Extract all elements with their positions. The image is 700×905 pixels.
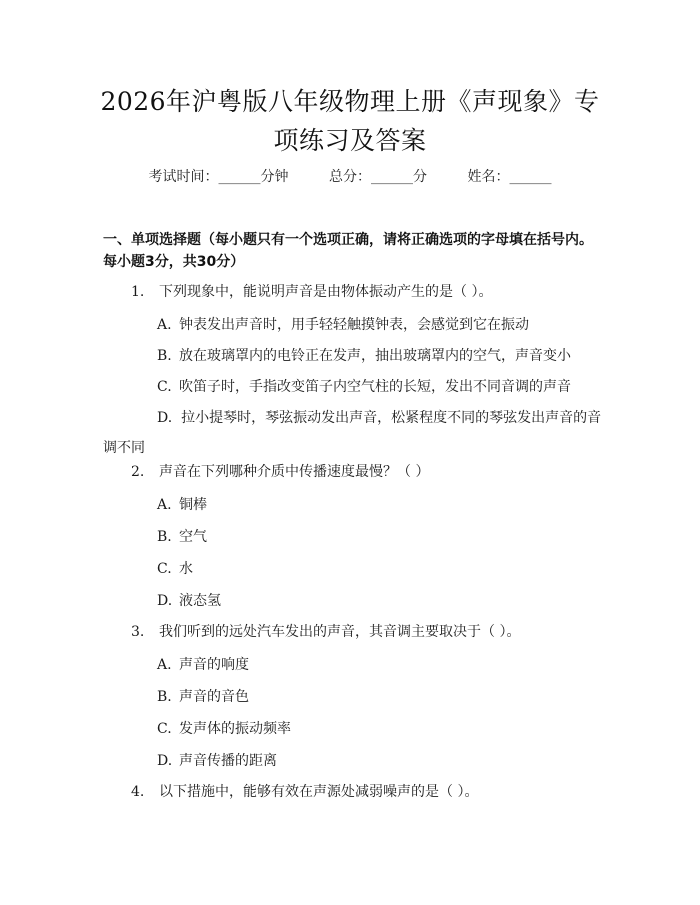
option-letter: B. — [157, 689, 172, 705]
question-2-option-a — [157, 494, 597, 516]
question-number: 2. — [131, 464, 145, 480]
exam-time-label: 考试时间： — [148, 169, 219, 185]
question-number: 4. — [131, 784, 145, 800]
exam-time-blank: ______ — [218, 169, 261, 185]
question-3-option-c — [157, 718, 597, 740]
option-text: 声音的音色 — [179, 689, 249, 705]
total-score-unit: 分 — [413, 169, 427, 185]
total-score-label: 总分： — [329, 169, 371, 185]
option-letter: C. — [157, 561, 172, 577]
option-letter: C. — [157, 379, 172, 395]
option-text: 拉小提琴时，琴弦振动发出声音，松紧程度不同的琴弦发出声音的音调不同 — [103, 410, 602, 456]
question-2-option-d — [157, 590, 597, 612]
exam-time-field — [149, 169, 289, 185]
option-letter: A. — [157, 317, 172, 333]
question-3-option-d — [157, 750, 597, 772]
total-score-blank: ______ — [371, 169, 413, 185]
student-name-field — [467, 169, 551, 185]
option-text: 液态氢 — [179, 593, 221, 609]
option-letter: B. — [157, 348, 172, 364]
question-text: 我们听到的远处汽车发出的声音，其音调主要取决于（ ）。 — [159, 624, 521, 640]
section-heading: 一、单项选择题（每小题只有一个选项正确，请将正确选项的字母填在括号内。每小题3分，共30分） — [103, 232, 593, 270]
option-letter: C. — [157, 721, 172, 737]
option-letter: A. — [157, 657, 172, 673]
option-text: 吹笛子时，手指改变笛子内空气柱的长短，发出不同音调的声音 — [179, 379, 571, 395]
option-text: 发声体的振动频率 — [179, 721, 291, 737]
question-text: 下列现象中，能说明声音是由物体振动产生的是（ ）。 — [159, 284, 493, 300]
question-3 — [131, 621, 520, 643]
question-1-option-d — [103, 403, 603, 463]
question-1-option-a — [157, 314, 597, 336]
option-text: 声音的响度 — [179, 657, 249, 673]
question-number: 1. — [131, 284, 145, 300]
question-4 — [131, 781, 478, 803]
question-2-option-b — [157, 526, 597, 548]
total-score-field — [329, 169, 427, 185]
question-text: 以下措施中，能够有效在声源处减弱噪声的是（ ）。 — [159, 784, 479, 800]
option-text: 钟表发出声音时，用手轻轻触摸钟表，会感觉到它在振动 — [179, 317, 529, 333]
student-name-blank: ______ — [509, 169, 552, 185]
question-1-option-b — [157, 345, 597, 367]
question-number: 3. — [131, 624, 145, 640]
exam-time-unit: 分钟 — [260, 169, 289, 185]
question-1-option-c — [157, 376, 597, 398]
option-text: 水 — [179, 561, 193, 577]
question-2 — [131, 461, 429, 483]
question-3-option-b — [157, 686, 597, 708]
question-3-option-a — [157, 654, 597, 676]
option-letter: D. — [157, 753, 173, 769]
student-name-label: 姓名： — [467, 169, 510, 185]
question-2-option-c — [157, 558, 597, 580]
exam-info — [0, 166, 700, 188]
option-text: 空气 — [179, 529, 207, 545]
option-letter: D. — [157, 410, 173, 426]
option-text: 声音传播的距离 — [179, 753, 277, 769]
question-text: 声音在下列哪种介质中传播速度最慢？（ ） — [159, 464, 430, 480]
option-text: 放在玻璃罩内的电铃正在发声，抽出玻璃罩内的空气，声音变小 — [179, 348, 571, 364]
question-1 — [131, 281, 492, 303]
option-letter: B. — [157, 529, 172, 545]
option-text: 铜棒 — [179, 497, 207, 513]
option-letter: A. — [157, 497, 172, 513]
option-letter: D. — [157, 593, 173, 609]
document-title: 2026年沪粤版八年级物理上册《声现象》专项练习及答案 — [100, 87, 600, 155]
